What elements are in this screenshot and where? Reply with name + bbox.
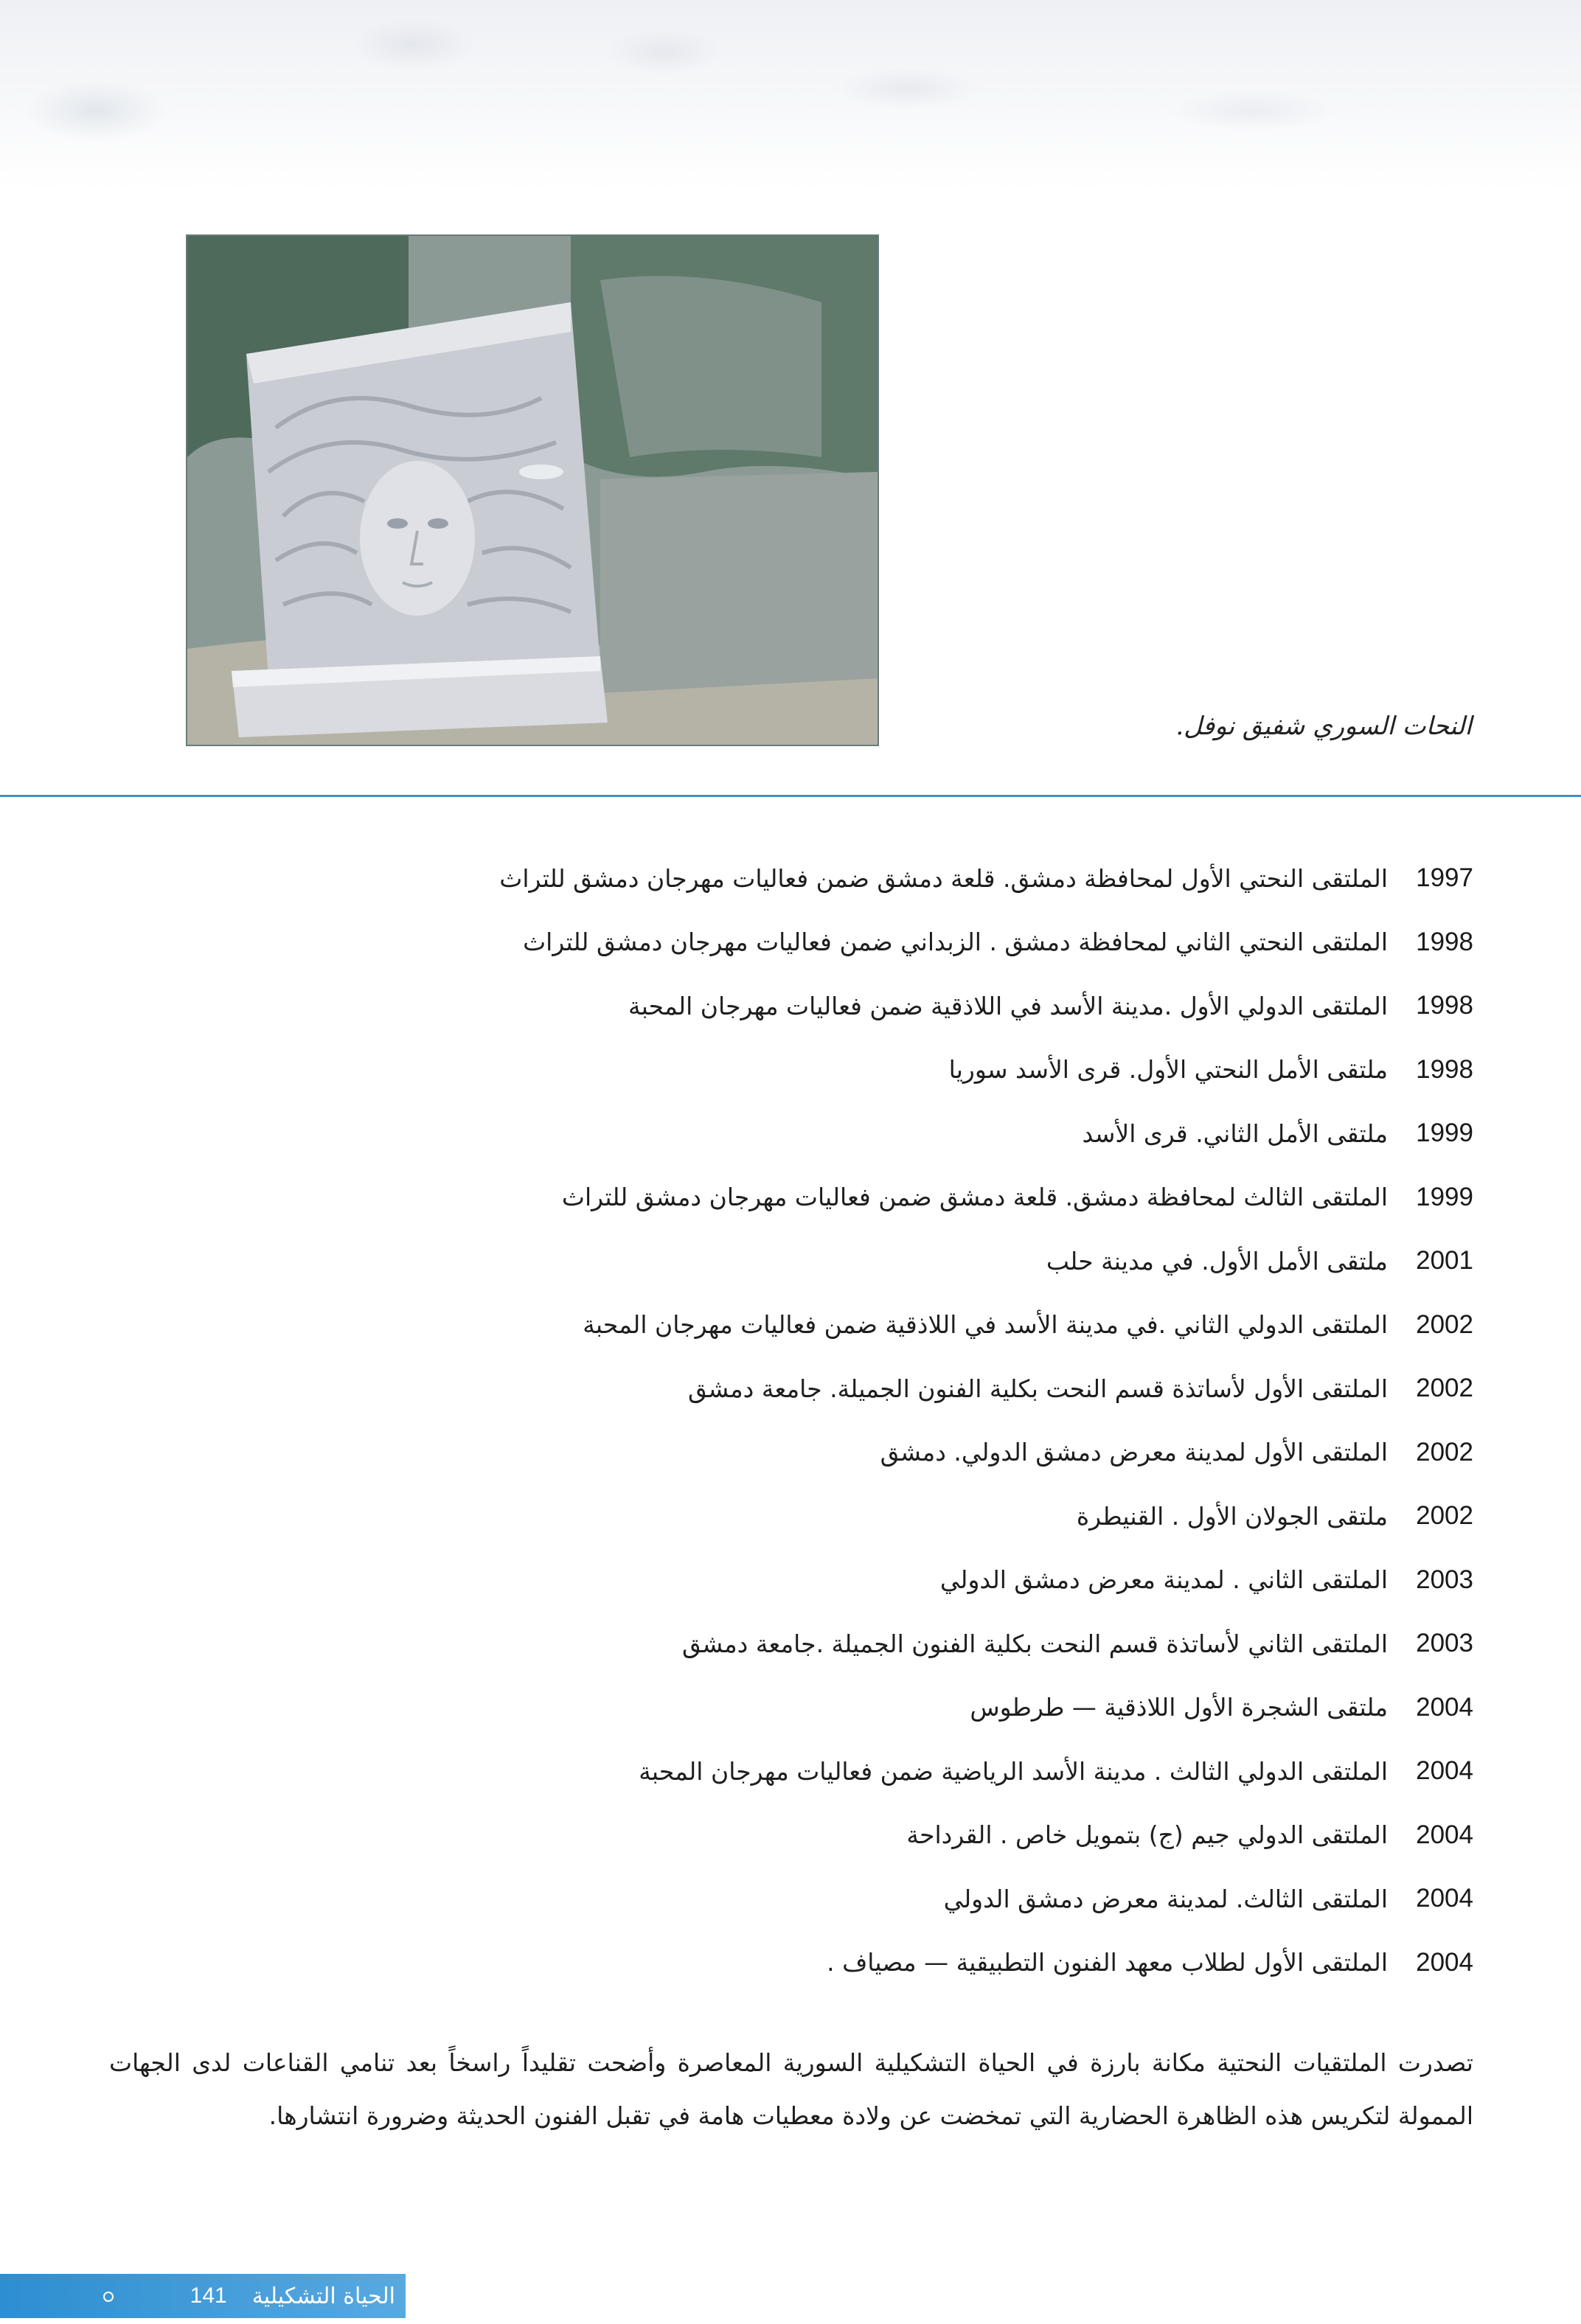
chronology-year: 2002: [1416, 1309, 1473, 1339]
chronology-event: الملتقى الثالث. لمدينة معرض دمشق الدولي: [943, 1884, 1388, 1913]
chronology-event: ملتقى الأمل الثاني. قرى الأسد: [1082, 1118, 1388, 1148]
chronology-event: ملتقى الجولان الأول . القنيطرة: [1076, 1501, 1388, 1531]
chronology-year: 2004: [1416, 1884, 1473, 1913]
chronology-item: [102, 1484, 1473, 1548]
chronology-year: 1998: [1416, 1054, 1473, 1084]
chronology-year: 2003: [1416, 1565, 1473, 1594]
footer-dot-icon: [103, 2292, 114, 2302]
chronology-event: الملتقى الدولي الأول .مدينة الأسد في اللاذقية ضمن فعاليات مهرجان المحبة: [628, 991, 1388, 1020]
chronology-year: 2001: [1416, 1246, 1473, 1276]
chronology-event: الملتقى الثالث لمحافظة دمشق. قلعة دمشق ضمن فعاليات مهرجان دمشق للتراث: [561, 1183, 1388, 1212]
chronology-item: [102, 1102, 1473, 1166]
chronology-year: 2002: [1416, 1501, 1473, 1531]
chronology-item: [102, 1803, 1473, 1868]
chronology-year: 2004: [1416, 1947, 1473, 1977]
chronology-item: [102, 846, 1473, 911]
chronology-year: 2002: [1416, 1374, 1473, 1403]
chronology-event: الملتقى الأول لطلاب معهد الفنون التطبيقية — مصياف .: [827, 1948, 1388, 1977]
symposium-chronology: [102, 846, 1473, 1994]
chronology-event: الملتقى الثاني . لمدينة معرض دمشق الدولي: [939, 1565, 1388, 1595]
chronology-item: [102, 1612, 1473, 1676]
chronology-item: [102, 1676, 1473, 1740]
intro-paragraph: تصدرت الملتقيات النحتية مكانة بارزة في الحياة التشكيلية السورية المعاصرة وأضحت تقليداً راسخاً بعد تنامي القناعات لدى الجهات الممولة لتكريس هذه الظاهرة الحضارية التي تمخضت عن ولادة معطيات هامة في تقبل الفنون الحديثة وضرورة انتشارها.: [109, 2048, 1473, 2130]
chronology-year: 1999: [1416, 1118, 1473, 1148]
chronology-item: [102, 1548, 1473, 1612]
chronology-item: [102, 1166, 1473, 1230]
chronology-event: الملتقى الدولي الثاني .في مدينة الأسد في اللاذقية ضمن فعاليات مهرجان المحبة: [583, 1310, 1388, 1340]
section-divider: [0, 795, 1581, 797]
chronology-event: الملتقى النحتي الثاني لمحافظة دمشق . الزبداني ضمن فعاليات مهرجان دمشق للتراث: [523, 928, 1388, 957]
chronology-item: [102, 1293, 1473, 1357]
chronology-item: [102, 1229, 1473, 1293]
chronology-year: 1998: [1416, 991, 1473, 1020]
magazine-name: الحياة التشكيلية: [251, 2283, 395, 2309]
chronology-item: [102, 1931, 1473, 1995]
chronology-item: [102, 1739, 1473, 1803]
photo-caption: النحات السوري شفيق نوفل.: [1175, 712, 1472, 741]
header-decoration: [0, 0, 1581, 192]
chronology-event: ملتقى الشجرة الأول اللاذقية — طرطوس: [970, 1693, 1388, 1722]
chronology-item: [102, 1357, 1473, 1421]
page-footer: [0, 2274, 406, 2318]
chronology-year: 1997: [1416, 863, 1473, 893]
chronology-item: [102, 1038, 1473, 1102]
chronology-event: الملتقى النحتي الأول لمحافظة دمشق. قلعة دمشق ضمن فعاليات مهرجان دمشق للتراث: [499, 863, 1388, 893]
chronology-year: 2004: [1416, 1756, 1473, 1786]
chronology-event: الملتقى الثاني لأساتذة قسم النحت بكلية الفنون الجميلة .جامعة دمشق: [682, 1629, 1388, 1658]
chronology-item: [102, 1421, 1473, 1485]
chronology-event: الملتقى الأول لأساتذة قسم النحت بكلية الفنون الجميلة. جامعة دمشق: [688, 1374, 1388, 1403]
chronology-year: 1999: [1416, 1182, 1473, 1211]
chronology-item: [102, 911, 1473, 975]
chronology-year: 2003: [1416, 1629, 1473, 1658]
chronology-event: الملتقى الدولي جيم (ج) بتمويل خاص . القرداحة: [906, 1820, 1388, 1850]
sculpture-photo-illustration: [187, 236, 878, 745]
chronology-year: 1998: [1416, 927, 1473, 956]
chronology-year: 2004: [1416, 1820, 1473, 1849]
chronology-event: ملتقى الأمل النحتي الأول. قرى الأسد سوريا: [948, 1055, 1388, 1085]
chronology-item: [102, 1867, 1473, 1931]
chronology-year: 2002: [1416, 1437, 1473, 1467]
page-number: 141: [190, 2283, 227, 2308]
chronology-event: الملتقى الأول لمدينة معرض دمشق الدولي. دمشق: [880, 1438, 1388, 1467]
sculpture-photo: [186, 234, 879, 746]
chronology-event: ملتقى الأمل الأول. في مدينة حلب: [1046, 1246, 1388, 1276]
chronology-event: الملتقى الدولي الثالث . مدينة الأسد الرياضية ضمن فعاليات مهرجان المحبة: [639, 1756, 1388, 1786]
chronology-item: [102, 974, 1473, 1038]
chronology-year: 2004: [1416, 1692, 1473, 1722]
